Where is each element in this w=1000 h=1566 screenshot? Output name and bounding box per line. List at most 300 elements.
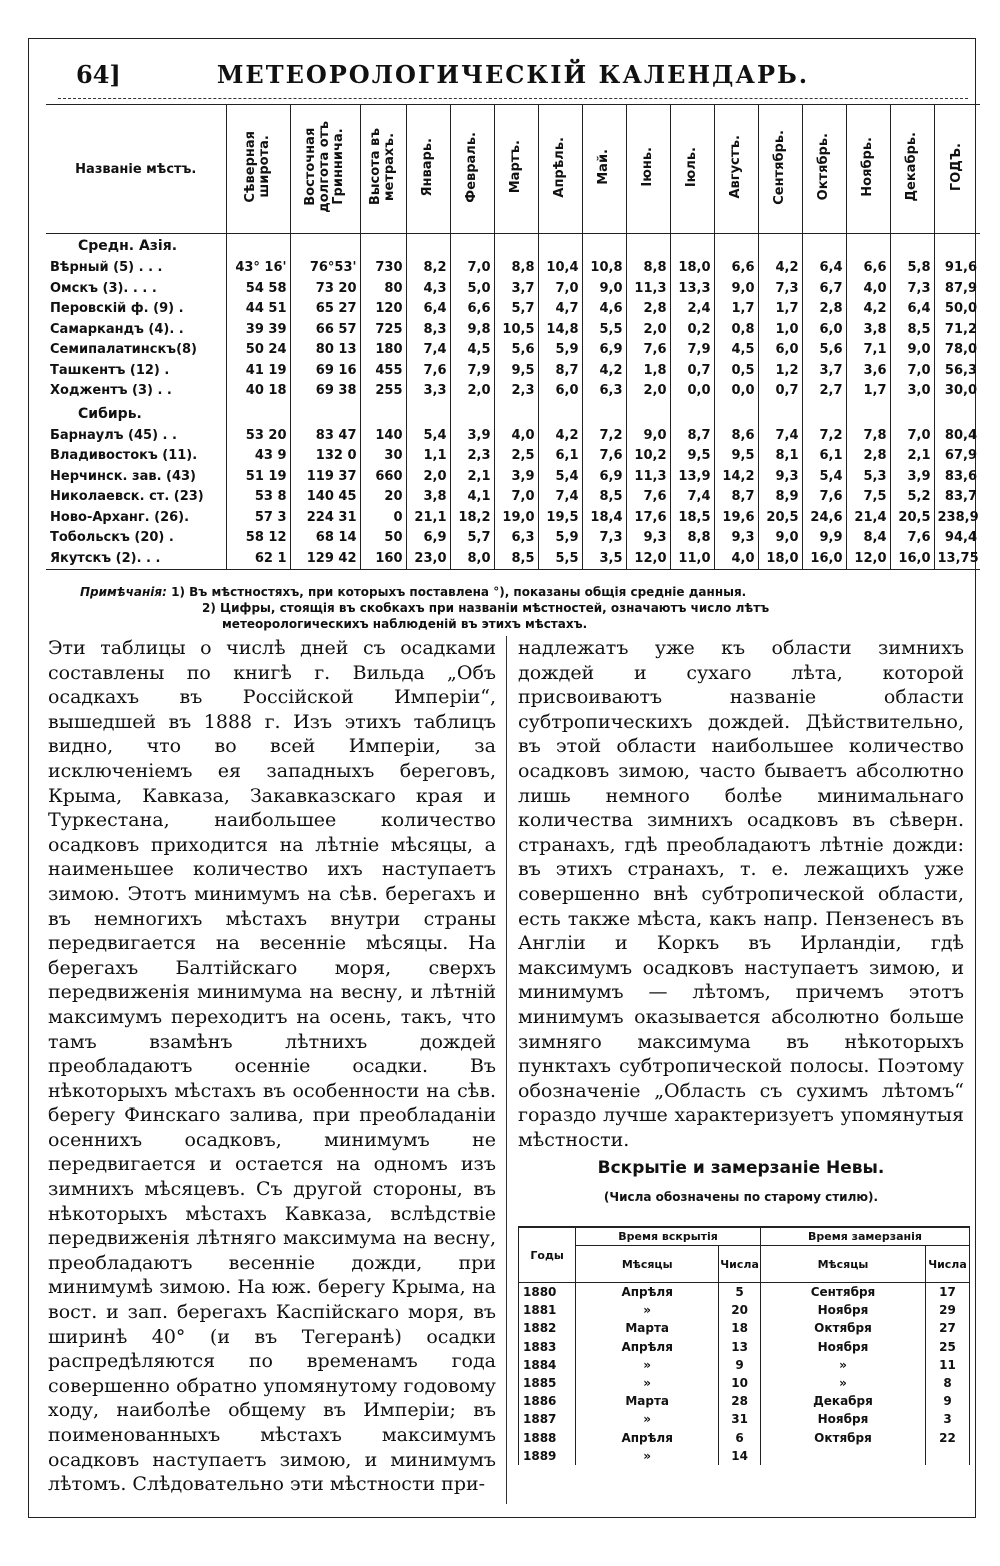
month-value-cell: 6,6 xyxy=(450,299,494,320)
month-value-cell: 2,0 xyxy=(626,381,670,402)
empty-cell xyxy=(758,402,802,426)
month-value-cell: 19,5 xyxy=(538,508,582,529)
neva-year: 1883 xyxy=(519,1338,576,1356)
neva-open-month: Апрѣля xyxy=(576,1283,719,1302)
climate-table xyxy=(46,104,980,570)
latitude-cell: 43 9 xyxy=(226,446,290,467)
month-value-cell: 2,8 xyxy=(626,299,670,320)
table-row xyxy=(46,508,980,529)
empty-cell xyxy=(406,402,450,426)
month-value-cell: 11,3 xyxy=(626,467,670,488)
column-header xyxy=(494,105,538,234)
longitude-cell: 76°53' xyxy=(290,258,360,279)
column-header-label: Августъ. xyxy=(728,135,743,199)
month-value-cell: 5,9 xyxy=(538,340,582,361)
empty-cell xyxy=(714,234,758,259)
month-value-cell: 21,4 xyxy=(846,508,890,529)
note-2: 2) Цифры, стоящія въ скобкахъ при названіи мѣстностей, означаютъ число лѣтъ xyxy=(202,601,770,615)
table-row xyxy=(46,258,980,279)
month-value-cell: 4,0 xyxy=(846,279,890,300)
neva-year: 1881 xyxy=(519,1301,576,1319)
month-value-cell: 8,1 xyxy=(758,446,802,467)
table-notes xyxy=(80,584,970,632)
column-divider xyxy=(506,636,507,1504)
longitude-cell: 65 27 xyxy=(290,299,360,320)
neva-header-opening: Время вскрытія xyxy=(576,1227,761,1246)
month-value-cell: 9,3 xyxy=(626,528,670,549)
neva-open-day: 6 xyxy=(719,1429,761,1447)
month-value-cell: 2,0 xyxy=(626,320,670,341)
neva-open-day: 31 xyxy=(719,1410,761,1428)
column-header-label: Май. xyxy=(596,149,611,185)
year-total-cell: 83,6 xyxy=(934,467,980,488)
month-value-cell: 12,0 xyxy=(846,549,890,570)
neva-freeze-day: 11 xyxy=(925,1356,969,1374)
month-value-cell: 7,6 xyxy=(626,487,670,508)
paragraph-left: Эти таблицы о числѣ дней съ осадками составлены по книгѣ г. Вильда „Объ осадкахъ въ Россійской Имперіи“, вышедшей въ 1888 г. Изъ этихъ таблицъ видно, что во всей Имперіи, за исключеніемъ ея западныхъ береговъ, Крыма, Кавказа, Закавказскаго края и Туркестана, наибольшее количество осадковъ приходится на лѣтніе мѣсяцы, а наименьшее количество ихъ наступаетъ зимою. Этотъ минимумъ на сѣв. берегахъ и въ немногихъ мѣстахъ внутри страны передвигается на весенніе мѣсяцы. На берегахъ Балтійскаго моря, сверхъ передвиженія минимума на весну, и лѣтній максимумъ переходитъ на осень, такъ, что тамъ взамѣнъ лѣтнихъ дождей преобладаютъ осенніе осадки. Въ нѣкоторыхъ мѣстахъ въ особенности на сѣв. берегу Финскаго залива, при преобладаніи осеннихъ осадковъ, минимумъ не передвигается и остается на одномъ изъ зимнихъ мѣсяцевъ. Съ другой стороны, въ нѣкоторыхъ мѣстахъ Кавказа, вслѣдствіе передвиженія лѣтняго максимума на весну, преобладаютъ весенніе дожди, при минимумѣ зимою. На юж. берегу Крыма, на вост. и зап. берегахъ Каспійскаго моря, въ ширинѣ 40° (и въ Тегеранѣ) осадки распредѣляются по временамъ года совершенно обратно упомянутому годовому ходу, наиболѣе общему въ Имперіи; въ поименованныхъ мѣстахъ максимумъ осадковъ наступаетъ зимою, и минимумъ лѣтомъ. Слѣдовательно эти мѣстности при- xyxy=(48,637,496,1496)
section-row xyxy=(46,402,980,426)
month-value-cell: 3,6 xyxy=(846,361,890,382)
month-value-cell: 3,5 xyxy=(582,549,626,570)
neva-open-month: » xyxy=(576,1447,719,1465)
table-row xyxy=(46,279,980,300)
empty-cell xyxy=(450,402,494,426)
month-value-cell: 4,2 xyxy=(582,361,626,382)
column-header-label: Октябрь. xyxy=(816,133,831,201)
year-total-cell: 56,3 xyxy=(934,361,980,382)
month-value-cell: 7,2 xyxy=(802,426,846,447)
month-value-cell: 5,3 xyxy=(846,467,890,488)
section-title: Средн. Азія. xyxy=(78,238,178,254)
month-value-cell: 10,5 xyxy=(494,320,538,341)
month-value-cell: 20,5 xyxy=(758,508,802,529)
altitude-cell: 0 xyxy=(360,508,406,529)
longitude-cell: 69 38 xyxy=(290,381,360,402)
empty-cell xyxy=(226,234,290,259)
empty-cell xyxy=(670,402,714,426)
neva-freeze-day: 9 xyxy=(925,1392,969,1410)
month-value-cell: 9,3 xyxy=(714,528,758,549)
year-total-cell: 50,0 xyxy=(934,299,980,320)
month-value-cell: 2,3 xyxy=(494,381,538,402)
place-name: Перовскій ф. (9) . xyxy=(50,301,184,317)
month-value-cell: 5,4 xyxy=(406,426,450,447)
neva-year: 1884 xyxy=(519,1356,576,1374)
year-total-cell: 80,4 xyxy=(934,426,980,447)
longitude-cell: 83 47 xyxy=(290,426,360,447)
neva-open-month: Апрѣля xyxy=(576,1429,719,1447)
column-header xyxy=(406,105,450,234)
neva-freeze-month: » xyxy=(760,1374,925,1392)
note-1-text: 1) Въ мѣстностяхъ, при которыхъ поставлена °), показаны общія средніе данныя. xyxy=(171,585,747,599)
month-value-cell: 6,7 xyxy=(802,279,846,300)
month-value-cell: 18,2 xyxy=(450,508,494,529)
month-value-cell: 2,1 xyxy=(890,446,934,467)
year-total-cell: 71,2 xyxy=(934,320,980,341)
altitude-cell: 255 xyxy=(360,381,406,402)
place-name: Ташкентъ (12) . xyxy=(50,362,170,378)
month-value-cell: 6,1 xyxy=(538,446,582,467)
neva-open-day: 5 xyxy=(719,1283,761,1302)
altitude-cell: 660 xyxy=(360,467,406,488)
table-row xyxy=(46,426,980,447)
empty-cell xyxy=(360,234,406,259)
neva-header-freezing: Время замерзанія xyxy=(760,1227,969,1246)
month-value-cell: 4,3 xyxy=(406,279,450,300)
month-value-cell: 9,8 xyxy=(450,320,494,341)
month-value-cell: 5,7 xyxy=(450,528,494,549)
month-value-cell: 8,5 xyxy=(890,320,934,341)
empty-cell xyxy=(494,234,538,259)
longitude-cell: 66 57 xyxy=(290,320,360,341)
month-value-cell: 7,5 xyxy=(846,487,890,508)
month-value-cell: 9,5 xyxy=(670,446,714,467)
month-value-cell: 4,2 xyxy=(538,426,582,447)
neva-open-day: 9 xyxy=(719,1356,761,1374)
table-row xyxy=(46,549,980,570)
place-name: Нерчинск. зав. (43) xyxy=(50,468,197,484)
text-column-right xyxy=(518,636,964,1152)
neva-header-freeze-month: Мѣсяцы xyxy=(760,1246,925,1283)
year-total-cell: 91,6 xyxy=(934,258,980,279)
table-row xyxy=(46,446,980,467)
column-header xyxy=(934,105,980,234)
month-value-cell: 2,3 xyxy=(450,446,494,467)
month-value-cell: 0,0 xyxy=(670,381,714,402)
altitude-cell: 140 xyxy=(360,426,406,447)
year-total-cell: 13,75 xyxy=(934,549,980,570)
altitude-cell: 30 xyxy=(360,446,406,467)
empty-cell xyxy=(494,402,538,426)
climate-body xyxy=(46,234,980,570)
month-value-cell: 5,6 xyxy=(494,340,538,361)
month-value-cell: 3,8 xyxy=(406,487,450,508)
longitude-cell: 224 31 xyxy=(290,508,360,529)
month-value-cell: 3,9 xyxy=(494,467,538,488)
month-value-cell: 11,0 xyxy=(670,549,714,570)
neva-freeze-day: 8 xyxy=(925,1374,969,1392)
month-value-cell: 8,3 xyxy=(406,320,450,341)
month-value-cell: 19,0 xyxy=(494,508,538,529)
longitude-cell: 129 42 xyxy=(290,549,360,570)
month-value-cell: 0,5 xyxy=(714,361,758,382)
empty-cell xyxy=(758,234,802,259)
month-value-cell: 8,7 xyxy=(670,426,714,447)
month-value-cell: 9,0 xyxy=(890,340,934,361)
empty-cell xyxy=(406,234,450,259)
altitude-cell: 180 xyxy=(360,340,406,361)
month-value-cell: 3,7 xyxy=(494,279,538,300)
table-row xyxy=(519,1447,970,1465)
column-header xyxy=(450,105,494,234)
column-header-label: Февраль. xyxy=(464,131,479,203)
empty-cell xyxy=(670,234,714,259)
month-value-cell: 8,8 xyxy=(494,258,538,279)
altitude-cell: 50 xyxy=(360,528,406,549)
latitude-cell: 44 51 xyxy=(226,299,290,320)
month-value-cell: 0,7 xyxy=(670,361,714,382)
neva-freeze-month: Сентября xyxy=(760,1283,925,1302)
month-value-cell: 9,0 xyxy=(714,279,758,300)
month-value-cell: 4,1 xyxy=(450,487,494,508)
neva-open-day: 14 xyxy=(719,1447,761,1465)
month-value-cell: 24,6 xyxy=(802,508,846,529)
month-value-cell: 2,7 xyxy=(802,381,846,402)
place-name: Владивостокъ (11). xyxy=(50,448,198,464)
month-value-cell: 7,4 xyxy=(758,426,802,447)
neva-freeze-month: Ноября xyxy=(760,1410,925,1428)
neva-open-month: » xyxy=(576,1410,719,1428)
month-value-cell: 6,4 xyxy=(802,258,846,279)
longitude-cell: 80 13 xyxy=(290,340,360,361)
month-value-cell: 2,8 xyxy=(802,299,846,320)
month-value-cell: 4,5 xyxy=(714,340,758,361)
altitude-cell: 725 xyxy=(360,320,406,341)
month-value-cell: 1,1 xyxy=(406,446,450,467)
text-column-left xyxy=(48,636,496,1497)
month-value-cell: 7,0 xyxy=(494,487,538,508)
month-value-cell: 7,6 xyxy=(582,446,626,467)
month-value-cell: 7,0 xyxy=(450,258,494,279)
month-value-cell: 3,7 xyxy=(802,361,846,382)
neva-freeze-month: » xyxy=(760,1356,925,1374)
column-header xyxy=(360,105,406,234)
empty-cell xyxy=(582,234,626,259)
month-value-cell: 5,2 xyxy=(890,487,934,508)
altitude-cell: 120 xyxy=(360,299,406,320)
latitude-cell: 43° 16' xyxy=(226,258,290,279)
month-value-cell: 5,8 xyxy=(890,258,934,279)
place-name: Барнаулъ (45) . . xyxy=(50,427,177,443)
month-value-cell: 16,0 xyxy=(890,549,934,570)
column-header-label: Декабрь. xyxy=(904,132,919,202)
month-value-cell: 6,4 xyxy=(890,299,934,320)
month-value-cell: 2,4 xyxy=(670,299,714,320)
neva-year: 1882 xyxy=(519,1319,576,1337)
table-row xyxy=(46,381,980,402)
month-value-cell: 3,3 xyxy=(406,381,450,402)
place-name: Якутскъ (2). . . xyxy=(46,549,226,570)
month-value-cell: 5,0 xyxy=(450,279,494,300)
neva-freeze-day: 17 xyxy=(925,1283,969,1302)
neva-open-day: 18 xyxy=(719,1319,761,1337)
month-value-cell: 8,0 xyxy=(450,549,494,570)
month-value-cell: 7,6 xyxy=(626,340,670,361)
empty-cell xyxy=(538,402,582,426)
empty-cell xyxy=(934,402,980,426)
month-value-cell: 0,0 xyxy=(714,381,758,402)
paragraph-right: надлежатъ уже къ области зимнихъ дождей и сухаго лѣта, которой присвоиваютъ названіе области субтропическихъ дождей. Дѣйствительно, въ этой области наибольшее количество осадковъ зимою, часто бываетъ абсолютно лишь немного болѣе минимальнаго количества зимнихъ осадковъ въ сѣверн. странахъ, гдѣ преобладаютъ лѣтніе дожди: въ этихъ странахъ, т. е. лежащихъ уже совершенно внѣ субтропической области, есть также мѣста, какъ напр. Пензенесъ въ Англіи и Коркъ въ Ирландіи, гдѣ максимумъ осадковъ наступаетъ зимою, и минимумъ — лѣтомъ, причемъ этотъ минимумъ оказывается абсолютно больше зимняго максимума въ нѣкоторыхъ пунктахъ субтропической полосы. Поэтому обозначеніе „Область съ сухимъ лѣтомъ“ гораздо лучше характеризуетъ упомянутыя мѣстности. xyxy=(518,637,964,1151)
month-value-cell: 3,8 xyxy=(846,320,890,341)
month-value-cell: 5,5 xyxy=(582,320,626,341)
month-value-cell: 7,4 xyxy=(406,340,450,361)
note-2-continuation: метеорологическихъ наблюденій въ этихъ мѣстахъ. xyxy=(222,617,588,631)
longitude-cell: 68 14 xyxy=(290,528,360,549)
table-row xyxy=(519,1301,970,1319)
neva-freeze-month: Октября xyxy=(760,1429,925,1447)
neva-open-month: » xyxy=(576,1301,719,1319)
month-value-cell: 8,8 xyxy=(626,258,670,279)
column-header xyxy=(846,105,890,234)
neva-freeze-month: Ноября xyxy=(760,1301,925,1319)
table-row xyxy=(519,1410,970,1428)
latitude-cell: 53 20 xyxy=(226,426,290,447)
month-value-cell: 9,0 xyxy=(626,426,670,447)
month-value-cell: 2,8 xyxy=(846,446,890,467)
longitude-cell: 73 20 xyxy=(290,279,360,300)
column-header xyxy=(290,105,360,234)
empty-cell xyxy=(846,402,890,426)
empty-cell xyxy=(290,234,360,259)
month-value-cell: 3,9 xyxy=(890,467,934,488)
latitude-cell: 41 19 xyxy=(226,361,290,382)
month-value-cell: 18,0 xyxy=(758,549,802,570)
neva-year: 1887 xyxy=(519,1410,576,1428)
column-header-label: Апрѣль. xyxy=(552,136,567,198)
month-value-cell: 8,5 xyxy=(582,487,626,508)
place-name: Омскъ (3). . . . xyxy=(50,280,157,296)
month-value-cell: 5,4 xyxy=(538,467,582,488)
month-value-cell: 21,1 xyxy=(406,508,450,529)
neva-open-day: 20 xyxy=(719,1301,761,1319)
neva-header-freeze-day: Числа xyxy=(925,1246,969,1283)
neva-open-month: » xyxy=(576,1356,719,1374)
table-row xyxy=(519,1392,970,1410)
column-header xyxy=(626,105,670,234)
year-total-cell: 87,9 xyxy=(934,279,980,300)
column-header xyxy=(802,105,846,234)
latitude-cell: 53 8 xyxy=(226,487,290,508)
month-value-cell: 6,0 xyxy=(538,381,582,402)
month-value-cell: 13,9 xyxy=(670,467,714,488)
column-header-label: Ноябрь. xyxy=(860,137,875,197)
table-row xyxy=(519,1338,970,1356)
neva-year: 1888 xyxy=(519,1429,576,1447)
section-row xyxy=(46,234,980,259)
month-value-cell: 1,0 xyxy=(758,320,802,341)
month-value-cell: 2,0 xyxy=(450,381,494,402)
month-value-cell: 7,0 xyxy=(890,361,934,382)
month-value-cell: 7,3 xyxy=(758,279,802,300)
column-header xyxy=(582,105,626,234)
month-value-cell: 6,9 xyxy=(582,467,626,488)
table-row xyxy=(519,1374,970,1392)
place-name: Ходжентъ (3) . . xyxy=(50,383,172,399)
month-value-cell: 4,0 xyxy=(714,549,758,570)
neva-year: 1889 xyxy=(519,1447,576,1465)
month-value-cell: 7,8 xyxy=(846,426,890,447)
neva-header-open-day: Числа xyxy=(719,1246,761,1283)
column-header-label: Мартъ. xyxy=(508,140,523,194)
longitude-cell: 119 37 xyxy=(290,467,360,488)
month-value-cell: 6,0 xyxy=(802,320,846,341)
neva-freeze-month: Октября xyxy=(760,1319,925,1337)
place-name: Семипалатинскъ(8) xyxy=(50,342,197,358)
month-value-cell: 7,6 xyxy=(802,487,846,508)
month-value-cell: 4,2 xyxy=(758,258,802,279)
place-name: Тобольскъ (20) . xyxy=(50,530,174,546)
month-value-cell: 14,2 xyxy=(714,467,758,488)
month-value-cell: 16,0 xyxy=(802,549,846,570)
column-header xyxy=(670,105,714,234)
neva-open-day: 13 xyxy=(719,1338,761,1356)
section-title: Сибирь. xyxy=(78,405,142,422)
month-value-cell: 5,9 xyxy=(538,528,582,549)
place-name: Вѣрный (5) . . . xyxy=(50,260,163,276)
month-value-cell: 3,0 xyxy=(890,381,934,402)
year-total-cell: 67,9 xyxy=(934,446,980,467)
empty-cell xyxy=(890,402,934,426)
latitude-cell: 50 24 xyxy=(226,340,290,361)
month-value-cell: 8,8 xyxy=(670,528,714,549)
year-total-cell: 30,0 xyxy=(934,381,980,402)
place-name: Самаркандъ (4). . xyxy=(50,321,184,337)
neva-freeze-month xyxy=(760,1447,925,1465)
neva-freeze-day: 3 xyxy=(925,1410,969,1428)
neva-freeze-month: Декабря xyxy=(760,1392,925,1410)
column-header xyxy=(890,105,934,234)
year-total-cell: 238,9 xyxy=(934,508,980,529)
month-value-cell: 5,6 xyxy=(802,340,846,361)
neva-header-row-2 xyxy=(519,1246,970,1283)
month-value-cell: 8,9 xyxy=(758,487,802,508)
month-value-cell: 4,7 xyxy=(538,299,582,320)
month-value-cell: 1,7 xyxy=(714,299,758,320)
neva-header-years: Годы xyxy=(519,1227,576,1283)
month-value-cell: 6,6 xyxy=(714,258,758,279)
table-row xyxy=(46,320,980,341)
empty-cell xyxy=(626,402,670,426)
neva-freeze-day: 25 xyxy=(925,1338,969,1356)
neva-freeze-day: 29 xyxy=(925,1301,969,1319)
month-value-cell: 7,9 xyxy=(670,340,714,361)
month-value-cell: 6,6 xyxy=(846,258,890,279)
altitude-cell: 730 xyxy=(360,258,406,279)
month-value-cell: 6,0 xyxy=(758,340,802,361)
month-value-cell: 2,5 xyxy=(494,446,538,467)
month-value-cell: 2,0 xyxy=(406,467,450,488)
latitude-cell: 39 39 xyxy=(226,320,290,341)
column-header xyxy=(226,105,290,234)
neva-freeze-day xyxy=(925,1447,969,1465)
empty-cell xyxy=(450,234,494,259)
latitude-cell: 51 19 xyxy=(226,467,290,488)
column-header-label: Сентябрь. xyxy=(772,129,787,205)
table-row xyxy=(46,487,980,508)
column-header-label: Январь. xyxy=(420,137,435,197)
latitude-cell: 54 58 xyxy=(226,279,290,300)
column-header-label: Сѣверная широта. xyxy=(243,131,272,203)
altitude-cell: 80 xyxy=(360,279,406,300)
empty-cell xyxy=(538,234,582,259)
column-header xyxy=(714,105,758,234)
empty-cell xyxy=(846,234,890,259)
column-header-label: Іюль. xyxy=(684,146,699,188)
month-value-cell: 7,9 xyxy=(450,361,494,382)
place-name: Николаевск. ст. (23) xyxy=(50,489,204,505)
month-value-cell: 7,0 xyxy=(538,279,582,300)
header-divider xyxy=(58,98,968,99)
neva-open-day: 28 xyxy=(719,1392,761,1410)
table-row xyxy=(46,361,980,382)
month-value-cell: 9,3 xyxy=(758,467,802,488)
table-row xyxy=(519,1356,970,1374)
month-value-cell: 23,0 xyxy=(406,549,450,570)
neva-year: 1885 xyxy=(519,1374,576,1392)
climate-header-row xyxy=(46,105,980,234)
empty-cell xyxy=(802,234,846,259)
month-value-cell: 9,0 xyxy=(582,279,626,300)
